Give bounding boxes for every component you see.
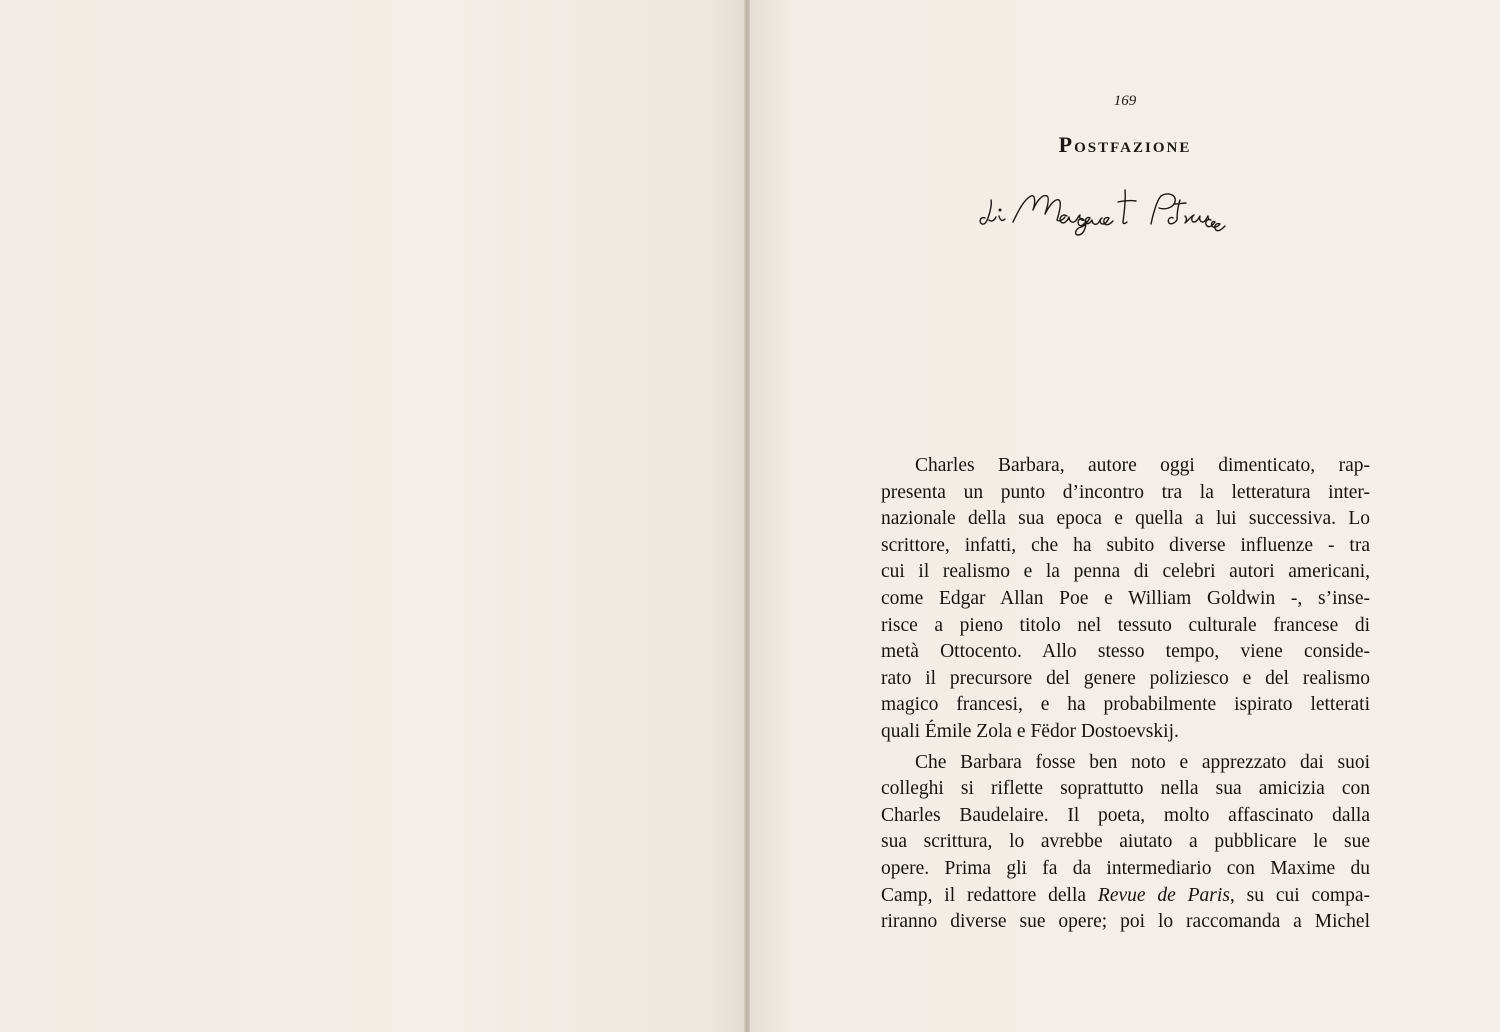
text-fragment: Camp, il redattore della bbox=[881, 884, 1098, 906]
text-line: Charles Baudelaire. Il poeta, molto affascinato dalla bbox=[881, 804, 1370, 826]
text-line: presenta un punto d’incontro tra la letteratura inter- bbox=[881, 481, 1370, 503]
journal-title: Revue de Paris bbox=[1097, 884, 1230, 906]
text-line: colleghi si riflette soprattutto nella sua amicizia con bbox=[881, 778, 1370, 800]
paragraph-1 bbox=[881, 453, 1370, 746]
paragraph-2 bbox=[881, 750, 1370, 936]
text-line: scrittore, infatti, che ha subito diverse influenze - tra bbox=[881, 534, 1370, 556]
text-line: riranno diverse sue opere; poi lo raccomanda a Michel bbox=[881, 911, 1370, 933]
text-line: cui il realismo e la penna di celebri autori americani, bbox=[881, 561, 1370, 583]
text-line: quali Émile Zola e Fëdor Dostoevskij. bbox=[881, 720, 1179, 742]
page-number: 169 bbox=[1113, 93, 1137, 109]
text-fragment: , su cui compa- bbox=[1229, 884, 1370, 906]
text-line: magico francesi, e ha probabilmente ispirato letterati bbox=[881, 694, 1370, 716]
text-line: rato il precursore del genere poliziesco e del realismo bbox=[881, 667, 1370, 689]
text-line: come Edgar Allan Poe e William Goldwin -, s’inse- bbox=[881, 587, 1370, 609]
text-line bbox=[881, 883, 1370, 910]
text-line: nazionale della sua epoca e quella a lui successiva. Lo bbox=[881, 508, 1370, 530]
text-line: opere. Prima gli fa da intermediario con Maxime du bbox=[881, 857, 1370, 879]
text-line: Che Barbara fosse ben noto e apprezzato dai suoi bbox=[915, 751, 1370, 773]
chapter-title: Postfazione bbox=[1058, 132, 1192, 157]
author-signature bbox=[975, 180, 1275, 240]
text-line: metà Ottocento. Allo stesso tempo, viene conside- bbox=[881, 641, 1370, 663]
text-line: Charles Barbara, autore oggi dimenticato, rap- bbox=[915, 455, 1370, 476]
blank-left-page bbox=[0, 0, 748, 1032]
handwritten-signature-icon bbox=[975, 180, 1275, 240]
text-line: sua scrittura, lo avrebbe aiutato a pubblicare le sue bbox=[881, 831, 1370, 853]
postface-body bbox=[881, 453, 1370, 936]
text-line: risce a pieno titolo nel tessuto culturale francese di bbox=[881, 614, 1370, 636]
